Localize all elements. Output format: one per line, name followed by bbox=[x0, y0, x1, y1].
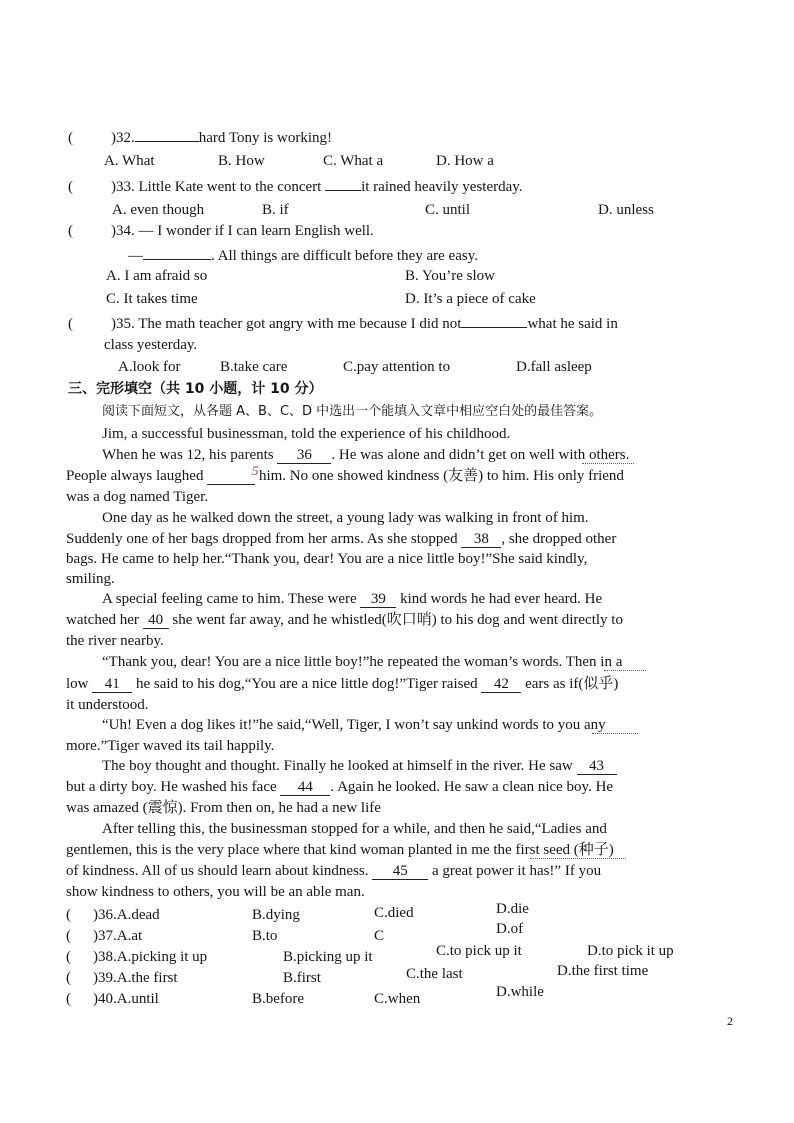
blank-38: 38 bbox=[461, 531, 501, 548]
passage-line-17: The boy thought and thought. Finally he looked at himself in the river. He saw 43 bbox=[102, 757, 617, 775]
q34-option-c: C. It takes time bbox=[106, 291, 198, 307]
page-number: 2 bbox=[727, 1014, 733, 1028]
q33-stem: ( )33. Little Kate went to the concert it rained heavily yesterday. bbox=[68, 176, 523, 196]
blank-36: 36 bbox=[277, 447, 331, 464]
q38-option-b: B.picking up it bbox=[283, 949, 373, 965]
q34-line2: — . All things are difficult before they are easy. bbox=[128, 245, 478, 265]
passage-line-13: low 41 he said to his dog,“You are a nice little dog!”Tiger raised 42 ears as if(似乎) bbox=[66, 676, 619, 692]
q38-option-d: D.to pick it up bbox=[587, 943, 674, 959]
q36-option-c: C.died bbox=[374, 905, 414, 921]
passage-line-09: A special feeling came to him. These were 39 kind words he had ever heard. He bbox=[102, 591, 603, 607]
q37-stem: ( )37.A.at bbox=[66, 928, 143, 944]
q39-option-b: B.first bbox=[283, 970, 321, 986]
q35-option-a: A.look for bbox=[118, 359, 181, 375]
ink-mark-unkind-words bbox=[592, 730, 638, 734]
blank-40: 40 bbox=[143, 612, 169, 629]
passage-line-16: more.”Tiger waved its tail happily. bbox=[66, 738, 275, 754]
q38-option-c: C.to pick up it bbox=[436, 943, 522, 959]
q36-option-d: D.die bbox=[496, 901, 529, 917]
q33-option-a: A. even though bbox=[112, 202, 205, 218]
ink-mark-words bbox=[604, 667, 646, 671]
q35-stem: ( )35. The math teacher got angry with me because I did not what he said in bbox=[68, 313, 618, 333]
passage-line-19: was amazed (震惊). From then on, he had a new life bbox=[66, 800, 381, 816]
q33-blank bbox=[325, 176, 361, 191]
q38-stem: ( )38.A.picking it up bbox=[66, 949, 208, 965]
passage-line-23: show kindness to others, you will be an able man. bbox=[66, 884, 365, 900]
passage-line-08: smiling. bbox=[66, 571, 115, 587]
passage-line-22: of kindness. All of us should learn about kindness. 45 a great power it has!” If you bbox=[66, 863, 602, 879]
q35-bracket: ( bbox=[68, 316, 73, 332]
q36-stem: ( )36.A.dead bbox=[66, 907, 160, 923]
q32-option-c: C. What a bbox=[323, 153, 384, 169]
q34-option-a: A. I am afraid so bbox=[106, 268, 208, 284]
passage-line-18: but a dirty boy. He washed his face 44 . Again he looked. He saw a clean nice boy. He bbox=[66, 779, 614, 795]
passage-line-01: Jim, a successful businessman, told the experience of his childhood. bbox=[102, 426, 511, 442]
q33-option-b: B. if bbox=[262, 202, 289, 218]
passage-line-21: gentlemen, this is the very place where that kind woman planted in me the first seed (种子) bbox=[66, 842, 614, 858]
q35-option-d: D.fall asleep bbox=[516, 359, 592, 375]
q39-stem: ( )39.A.the first bbox=[66, 970, 178, 986]
blank-45: 45 bbox=[372, 863, 428, 880]
handwritten-note-37: 5 bbox=[252, 463, 259, 478]
q36-option-b: B.dying bbox=[252, 907, 300, 923]
q35-option-c: C.pay attention to bbox=[343, 359, 451, 375]
passage-line-14: it understood. bbox=[66, 697, 149, 713]
q34-stem: ( )34. — I wonder if I can learn English well. bbox=[68, 223, 374, 239]
q40-option-b: B.before bbox=[252, 991, 305, 1007]
passage-line-06: Suddenly one of her bags dropped from her arms. As she stopped 38 , she dropped other bbox=[66, 531, 617, 547]
q40-option-d: D.while bbox=[496, 984, 544, 1000]
q39-option-d: D.the first time bbox=[557, 963, 649, 979]
q34-blank bbox=[143, 245, 211, 260]
q40-option-c: C.when bbox=[374, 991, 421, 1007]
passage-line-02: When he was 12, his parents 36 . He was alone and didn’t get on well with others. bbox=[102, 447, 630, 463]
blank-44: 44 bbox=[280, 779, 330, 796]
q33-option-c: C. until bbox=[425, 202, 471, 218]
blank-42: 42 bbox=[481, 676, 521, 693]
q33-bracket: ( bbox=[68, 179, 73, 195]
q33-option-d: D. unless bbox=[598, 202, 654, 218]
q37-option-b: B.to bbox=[252, 928, 278, 944]
q32-blank bbox=[135, 127, 199, 142]
passage-line-10: watched her 40 she went far away, and he whistled(吹口哨) to his dog and went directly to bbox=[66, 612, 623, 628]
q39-option-c: C.the last bbox=[406, 966, 463, 982]
ink-mark-get-on bbox=[582, 460, 634, 464]
q32-option-b: B. How bbox=[218, 153, 265, 169]
passage-line-11: the river nearby. bbox=[66, 633, 164, 649]
q35-blank bbox=[461, 313, 527, 328]
passage-line-15: “Uh! Even a dog likes it!”he said,“Well, Tiger, I won’t say unkind words to you any bbox=[102, 717, 606, 733]
q34-option-d: D. It’s a piece of cake bbox=[405, 291, 536, 307]
q37-option-c: C bbox=[374, 928, 385, 944]
q34-option-b: B. You’re slow bbox=[405, 268, 496, 284]
q32-bracket: ( bbox=[68, 130, 73, 146]
passage-line-05: One day as he walked down the street, a young lady was walking in front of him. bbox=[102, 510, 589, 526]
passage-line-04: was a dog named Tiger. bbox=[66, 489, 209, 505]
q32-option-d: D. How a bbox=[436, 153, 494, 169]
q34-bracket: ( bbox=[68, 223, 73, 239]
q37-option-d: D.of bbox=[496, 921, 524, 937]
q32-option-a: A. What bbox=[104, 153, 155, 169]
blank-39: 39 bbox=[360, 591, 396, 608]
section-instruction: 阅读下面短文，从各题 A、B、C、D 中选出一个能填入文章中相应空白处的最佳答案。 bbox=[102, 404, 603, 419]
q35-option-b: B.take care bbox=[220, 359, 288, 375]
q35-stem-line2: class yesterday. bbox=[104, 337, 198, 353]
ink-mark-in-me bbox=[530, 855, 626, 859]
passage-line-07: bags. He came to help her.“Thank you, dear! You are a nice little boy!”She said kindly, bbox=[66, 551, 588, 567]
passage-line-12: “Thank you, dear! You are a nice little boy!”he repeated the woman’s words. Then in a bbox=[102, 654, 623, 670]
passage-line-20: After telling this, the businessman stopped for a while, and then he said,“Ladies and bbox=[102, 821, 607, 837]
q40-stem: ( )40.A.until bbox=[66, 991, 159, 1007]
blank-41: 41 bbox=[92, 676, 132, 693]
blank-37 bbox=[207, 468, 255, 485]
section-heading: 三、完形填空（共 10 小题，计 10 分） bbox=[68, 381, 323, 397]
q32-stem: ( )32. hard Tony is working! bbox=[68, 127, 332, 147]
passage-line-03: People always laughed him. No one showed kindness (友善) to him. His only friend bbox=[66, 468, 624, 484]
blank-43: 43 bbox=[577, 758, 617, 775]
